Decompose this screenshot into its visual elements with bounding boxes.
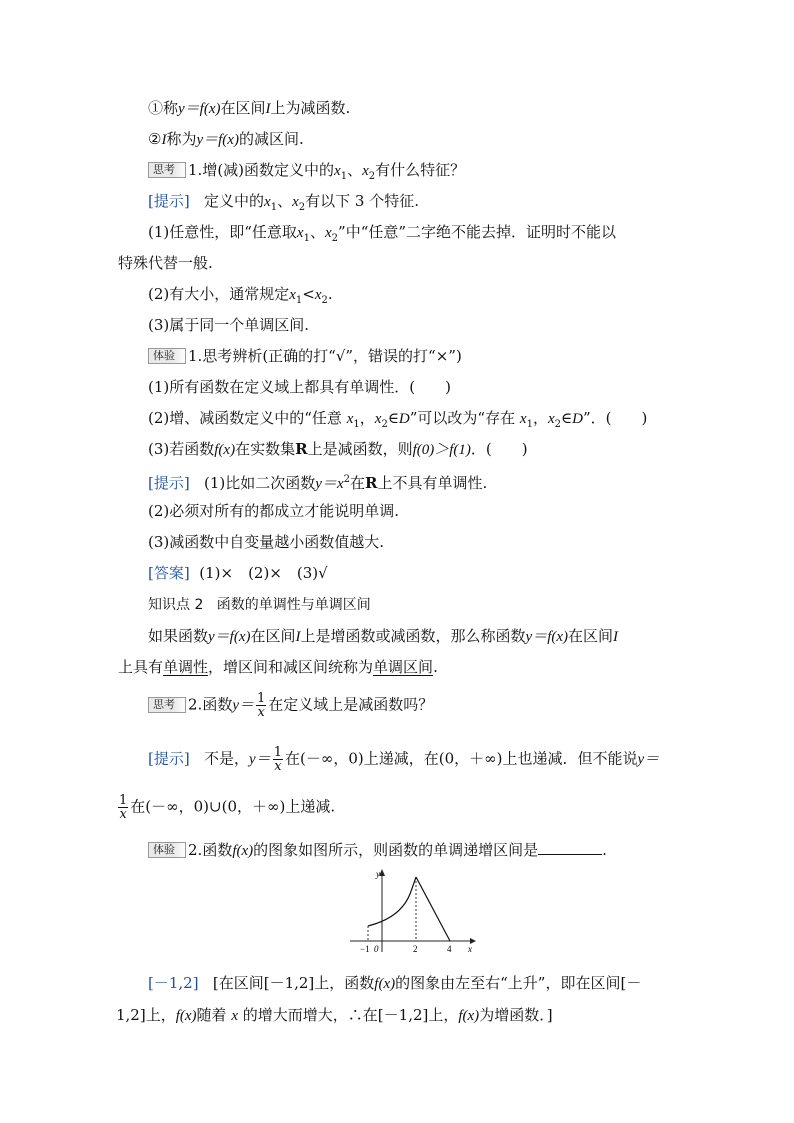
function-graph — [350, 868, 480, 954]
text: 有什么特征？ — [375, 161, 466, 179]
solution-line-a — [148, 973, 641, 994]
curve-increasing — [368, 877, 416, 926]
fraction: $\frac{1}{x}$ — [257, 691, 266, 720]
hint-label: [提示] — [148, 474, 190, 492]
math: y＝f(x) — [196, 132, 239, 148]
solution-answer: [－1,2] — [148, 974, 199, 992]
exp-tag: 体验 — [148, 348, 186, 364]
def-line-a — [148, 626, 618, 647]
text: 的增大而增大，∴在[－1,2]上， — [242, 1006, 459, 1024]
text: . — [433, 658, 438, 676]
sub: 1 — [270, 202, 278, 213]
y-label: y — [376, 869, 380, 879]
math: D — [572, 411, 583, 427]
math: x — [231, 1008, 239, 1024]
hint-3b — [116, 794, 335, 821]
text: 的图象由左至右“上升”，即在区间[－ — [395, 974, 642, 992]
text: (1)比如二次函数 — [204, 474, 316, 492]
math: x — [336, 476, 344, 492]
math: x — [296, 225, 304, 241]
math: x — [292, 194, 299, 210]
math: I — [295, 629, 301, 645]
math: x — [519, 411, 527, 427]
text: . — [602, 841, 607, 859]
text: 函数 — [202, 695, 233, 714]
sub: 2 — [298, 202, 306, 213]
think-1 — [148, 160, 465, 187]
math: x — [346, 411, 354, 427]
think-2 — [148, 692, 433, 719]
math: x — [289, 287, 296, 303]
text: ”中“任意”二字绝不能去掉．证明时不能以 — [338, 223, 617, 241]
hint-1 — [148, 191, 419, 218]
tick-neg1: −1 — [360, 944, 370, 954]
text: [在区间[－1,2]上，函数 — [212, 974, 375, 992]
text: ∈ — [561, 409, 573, 427]
text: (1)任意性，即“任意取 — [148, 223, 297, 241]
hint-label: [提示] — [148, 749, 190, 768]
text: 在定义域上是减函数吗？ — [268, 695, 434, 714]
math: x — [362, 163, 369, 179]
p1-line-b — [118, 253, 213, 273]
math: D — [398, 411, 410, 427]
math: I — [265, 101, 271, 117]
text: 随着 — [196, 1006, 227, 1024]
term-monotonicity: 单调性 — [163, 658, 209, 676]
text: 2. — [188, 841, 203, 859]
text: (1)× (2)× (3)√ — [199, 564, 328, 582]
sub: 1 — [526, 419, 533, 430]
hint-label: [提示] — [148, 192, 190, 210]
math: y＝f(x) — [178, 101, 221, 117]
text: (1)所有函数在定义域上都具有单调性．( ) — [148, 378, 451, 396]
sub: 1 — [303, 233, 310, 244]
segment-decreasing — [416, 877, 450, 941]
math: R — [295, 440, 308, 458]
text: 的减区间. — [238, 130, 304, 148]
p1-line-a — [148, 222, 616, 249]
text: ”．( ) — [582, 409, 648, 427]
math: I — [161, 132, 167, 148]
text: 的图象如图所示，则函数的单调递增区间是 — [253, 841, 539, 859]
math: y＝ — [249, 751, 271, 768]
exp-tag: 体验 — [148, 842, 186, 858]
text: (3)属于同一个单调区间. — [148, 316, 310, 334]
math: R — [365, 474, 378, 492]
math: y＝ — [637, 751, 660, 768]
text: ”可以改为“存在 — [409, 409, 516, 427]
think-tag: 思考 — [148, 697, 186, 713]
text: 称为 — [166, 130, 197, 148]
sub: 2 — [321, 295, 328, 306]
math: x — [264, 194, 271, 210]
text: 上是减函数，则 — [307, 440, 413, 458]
hint-2b — [148, 501, 399, 521]
math: f(x) — [175, 1008, 197, 1024]
sub: 1 — [340, 171, 348, 182]
math: I — [613, 629, 619, 645]
section-heading — [148, 595, 371, 615]
answer-1 — [148, 563, 328, 583]
text: 在(－∞，0)∪(0，＋∞)上递减. — [130, 797, 336, 816]
def-line-b — [118, 657, 438, 677]
text: 如果函数 — [148, 627, 209, 645]
text: ，增区间和减区间统称为 — [208, 658, 374, 676]
text: 1,2]上， — [116, 1006, 176, 1024]
text: 在 — [350, 474, 366, 492]
tick-4: 4 — [447, 944, 452, 954]
math: f(x) — [458, 1008, 480, 1024]
tick-0: 0 — [374, 944, 379, 954]
sub: 2 — [554, 419, 561, 430]
text: 不是， — [204, 749, 250, 768]
math: y＝f(x) — [208, 629, 251, 645]
math: x — [547, 411, 555, 427]
math: f(0)＞f(1) — [412, 442, 471, 458]
text: 在区间 — [250, 627, 296, 645]
line-2 — [148, 129, 304, 150]
text: ①称 — [148, 99, 179, 117]
math: x — [374, 411, 382, 427]
text: 、 — [277, 192, 293, 210]
text: 特殊代替一般. — [118, 254, 213, 272]
text: 函数 — [202, 841, 233, 859]
math: y＝f(x) — [525, 629, 569, 645]
text: 、 — [347, 161, 363, 179]
q3 — [148, 439, 528, 460]
math: y＝ — [315, 476, 337, 492]
text: (3)若函数 — [148, 440, 215, 458]
text: 在区间 — [568, 627, 614, 645]
text: 1. — [188, 161, 203, 179]
x-label: x — [468, 944, 472, 954]
math: x — [334, 163, 341, 179]
exp-2 — [148, 840, 607, 861]
math: x — [324, 225, 332, 241]
solution-line-b — [116, 1005, 553, 1026]
hint-3 — [148, 746, 659, 773]
text: 1. — [188, 347, 203, 365]
hint-2c — [148, 532, 384, 552]
text: 定义中的 — [204, 192, 265, 210]
math: y＝ — [232, 697, 254, 714]
text: (2)有大小，通常规定 — [148, 285, 290, 303]
text: < — [302, 285, 315, 303]
think-tag: 思考 — [148, 162, 186, 178]
sub: 1 — [295, 295, 303, 306]
math: f(x) — [232, 843, 254, 859]
text: 为增函数．] — [479, 1006, 553, 1024]
text: ∈ — [387, 409, 399, 427]
text: ② — [148, 130, 162, 148]
text: 2. — [188, 695, 203, 714]
math: x — [314, 287, 322, 303]
hint-2 — [148, 470, 487, 494]
sub: 2 — [331, 233, 339, 244]
term-monotonic-interval: 单调区间 — [373, 658, 434, 676]
sup: 2 — [343, 474, 350, 485]
text: 在区间 — [220, 99, 266, 117]
line-1 — [148, 98, 350, 119]
math: f(x) — [214, 442, 236, 458]
text: 上具有 — [118, 658, 164, 676]
sub: 2 — [368, 171, 376, 182]
answer-blank — [538, 840, 602, 855]
p2: (2)有大小，通常规定$x_1<x_2$. — [148, 285, 333, 306]
p3 — [148, 315, 309, 335]
text: 在(－∞，0)上递减，在(0，＋∞)上也递减．但不能说 — [285, 749, 638, 768]
text: 有以下 3 个特征. — [305, 192, 420, 210]
text: 在实数集 — [235, 440, 296, 458]
section-label: 知识点 2 — [148, 597, 204, 613]
text: ．( ) — [470, 440, 528, 458]
sub: 2 — [381, 419, 388, 430]
text: 思考辨析(正确的打“√”，错误的打“×”) — [202, 347, 462, 365]
section-title: 函数的单调性与单调区间 — [216, 597, 371, 613]
text: 上是增函数或减函数，那么称函数 — [300, 627, 526, 645]
text: (2)增、减函数定义中的“任意 — [148, 409, 342, 427]
q1 — [148, 377, 451, 397]
text: (3)减函数中自变量越小函数值越大. — [148, 533, 385, 551]
q2: (2)增、减函数定义中的“任意 $x_1$，$x_2\in D$”可以改为“存在 $x_1$，$x_2\in D$”．( ) — [148, 409, 648, 430]
tick-2: 2 — [413, 944, 418, 954]
sub: 1 — [353, 419, 360, 430]
fraction: $\frac{1}{x}$ — [119, 793, 128, 822]
text: (2)必须对所有的都成立才能说明单调. — [148, 502, 400, 520]
math: f(x) — [374, 976, 396, 992]
text: 上为减函数. — [270, 99, 351, 117]
answer-label: [答案] — [148, 564, 190, 582]
text: 上不具有单调性. — [377, 474, 488, 492]
text: 增(减)函数定义中的 — [202, 161, 335, 179]
fraction: $\frac{1}{x}$ — [273, 745, 282, 774]
text: 、 — [309, 223, 325, 241]
exp-1 — [148, 346, 462, 366]
